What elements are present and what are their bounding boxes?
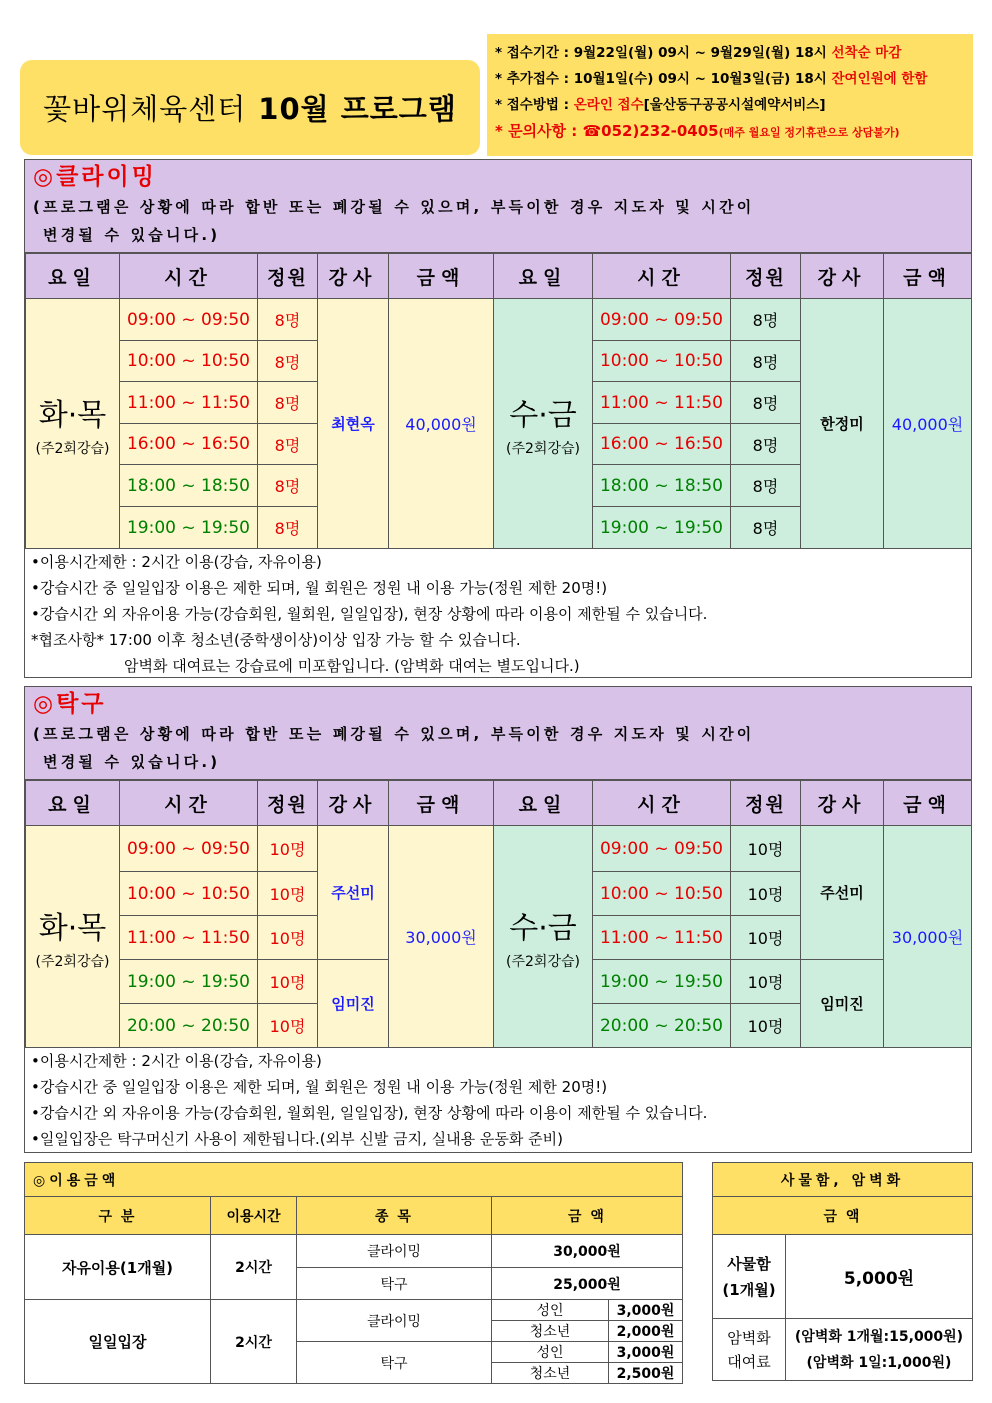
fee-table [24, 1162, 683, 1384]
time-cell: 18:00 ~ 18:50 [593, 465, 731, 507]
time-cell: 09:00 ~ 09:50 [120, 826, 258, 872]
day-label: 수·금 [509, 910, 577, 946]
col-header: 시간 [593, 254, 731, 299]
capacity-cell: 10명 [258, 826, 318, 872]
locker-col-header: 금 액 [713, 1197, 973, 1235]
climbing-notes [25, 549, 971, 679]
notice-method-site: [울산동구공공시설예약서비스] [643, 97, 826, 113]
capacity-cell: 8명 [731, 465, 801, 507]
capacity-cell: 8명 [731, 382, 801, 424]
day-sub: (주2회강습) [506, 953, 580, 970]
fee-price: 30,000원 [492, 1235, 683, 1268]
notice-box [487, 34, 973, 156]
time-cell: 20:00 ~ 20:50 [120, 1004, 258, 1048]
time-cell: 10:00 ~ 10:50 [593, 341, 731, 382]
teacher-cell: 주선미 [318, 826, 389, 960]
day-sub: (주2회강습) [35, 953, 110, 970]
teacher-cell: 임미진 [801, 960, 884, 1048]
fee-price: 2,000원 [609, 1321, 683, 1342]
locker-title: 사물함, 암벽화 [713, 1163, 973, 1197]
locker-label-line: 사물함 [727, 1254, 771, 1273]
fee-price: 2,500원 [609, 1363, 683, 1384]
time-cell: 10:00 ~ 10:50 [120, 872, 258, 916]
program-title: 10월 프로그램 [258, 92, 457, 126]
col-header: 요일 [26, 254, 120, 299]
time-cell: 11:00 ~ 11:50 [120, 382, 258, 424]
fee-category: 자유이용(1개월) [25, 1235, 211, 1300]
capacity-cell: 8명 [731, 341, 801, 382]
col-header: 금액 [884, 254, 972, 299]
day-cell [494, 826, 593, 1048]
col-header: 금액 [389, 781, 494, 826]
fee-col-header: 구 분 [25, 1197, 211, 1235]
note-line: •강습시간 외 자유이용 가능(강습회원, 월회원, 일일입장), 현장 상황에 따라 이용이 제한될 수 있습니다. [31, 605, 708, 623]
fee-price: 25,000원 [492, 1268, 683, 1300]
col-header: 금액 [884, 781, 972, 826]
col-header: 정원 [258, 781, 318, 826]
teacher-cell: 한정미 [801, 299, 884, 549]
col-header: 금액 [389, 254, 494, 299]
fee-section [24, 1162, 682, 1384]
fee-item: 탁구 [297, 1342, 492, 1384]
price-cell: 40,000원 [884, 299, 972, 549]
time-cell: 16:00 ~ 16:50 [120, 424, 258, 465]
time-cell: 09:00 ~ 09:50 [120, 299, 258, 341]
fee-item: 클라이밍 [297, 1235, 492, 1268]
time-cell: 19:00 ~ 19:50 [120, 960, 258, 1004]
capacity-cell: 10명 [731, 872, 801, 916]
capacity-cell: 10명 [731, 960, 801, 1004]
fee-title: ◎이용금액 [25, 1163, 683, 1197]
fee-item: 클라이밍 [297, 1300, 492, 1342]
col-header: 정원 [731, 781, 801, 826]
price-cell: 30,000원 [389, 826, 494, 1048]
fee-time: 2시간 [211, 1300, 297, 1384]
time-cell: 10:00 ~ 10:50 [593, 872, 731, 916]
tabletennis-table [25, 780, 972, 1048]
col-header: 강사 [318, 781, 389, 826]
locker-label [713, 1235, 786, 1319]
fee-col-header: 이용시간 [211, 1197, 297, 1235]
day-label: 화·목 [38, 397, 107, 433]
shoes-price-line: (암벽화 1일:1,000원) [806, 1354, 952, 1371]
day-cell [26, 299, 120, 549]
time-cell: 20:00 ~ 20:50 [593, 1004, 731, 1048]
day-cell [26, 826, 120, 1048]
price-cell: 40,000원 [389, 299, 494, 549]
fee-col-header: 금 액 [492, 1197, 683, 1235]
page-title [20, 60, 480, 155]
note-line: •이용시간제한 : 2시간 이용(강습, 자유이용) [31, 1052, 322, 1070]
capacity-cell: 8명 [258, 341, 318, 382]
tabletennis-section [24, 686, 972, 1153]
climbing-header [25, 160, 971, 253]
day-cell [494, 299, 593, 549]
col-header: 시간 [120, 781, 258, 826]
locker-table [712, 1162, 973, 1381]
capacity-cell: 8명 [258, 299, 318, 341]
capacity-cell: 8명 [258, 507, 318, 549]
fee-age: 성인 [492, 1342, 609, 1363]
notice-contact: * 문의사항 : ☎052)232-0405 [495, 122, 719, 140]
capacity-cell: 10명 [731, 1004, 801, 1048]
notice-method-online: 온라인 접수 [573, 97, 644, 113]
capacity-cell: 10명 [258, 1004, 318, 1048]
col-header: 요일 [494, 781, 593, 826]
time-cell: 10:00 ~ 10:50 [120, 341, 258, 382]
climbing-header-row [26, 254, 972, 299]
day-sub: (주2회강습) [35, 440, 110, 457]
fee-age: 성인 [492, 1300, 609, 1321]
table-row [26, 826, 972, 872]
shoes-label-line: 대여료 [727, 1352, 771, 1371]
col-header: 요일 [26, 781, 120, 826]
note-line: •일일입장은 탁구머신기 사용이 제한됩니다.(외부 신발 금지, 실내용 운동화 준비) [31, 1130, 563, 1148]
price-cell: 30,000원 [884, 826, 972, 1048]
note-line: •이용시간제한 : 2시간 이용(강습, 자유이용) [31, 553, 322, 571]
day-sub: (주2회강습) [506, 440, 580, 457]
col-header: 정원 [731, 254, 801, 299]
capacity-cell: 8명 [258, 465, 318, 507]
capacity-cell: 8명 [731, 424, 801, 465]
climbing-table [25, 253, 972, 549]
climbing-note-2: 변경될 수 있습니다.) [43, 226, 221, 244]
tabletennis-note-2: 변경될 수 있습니다.) [43, 753, 221, 771]
climbing-section [24, 159, 972, 678]
tabletennis-header-row [26, 781, 972, 826]
fee-item: 탁구 [297, 1268, 492, 1300]
time-cell: 11:00 ~ 11:50 [593, 916, 731, 960]
fee-time: 2시간 [211, 1235, 297, 1300]
locker-section [712, 1162, 972, 1381]
capacity-cell: 10명 [258, 916, 318, 960]
time-cell: 09:00 ~ 09:50 [593, 299, 731, 341]
locker-price: 5,000원 [786, 1235, 973, 1319]
notice-contact-note: (매주 월요일 정기휴관으로 상담불가) [718, 126, 900, 139]
note-line: •강습시간 중 일일입장 이용은 제한 되며, 월 회원은 정원 내 이용 가능(정원 제한 20명!) [31, 1078, 608, 1096]
table-row [26, 299, 972, 341]
note-line: •강습시간 중 일일입장 이용은 제한 되며, 월 회원은 정원 내 이용 가능(정원 제한 20명!) [31, 579, 608, 597]
time-cell: 19:00 ~ 19:50 [120, 507, 258, 549]
fee-age: 청소년 [492, 1321, 609, 1342]
teacher-cell: 임미진 [318, 960, 389, 1048]
fee-col-header: 종 목 [297, 1197, 492, 1235]
locker-label-line: (1개월) [722, 1280, 776, 1299]
shoes-label-line: 암벽화 [727, 1328, 771, 1347]
notice-line-1 [495, 40, 965, 66]
notice-method: * 접수방법 : [495, 97, 570, 113]
note-line: 암벽화 대여료는 강습료에 미포함입니다. (암벽화 대여는 별도입니다.) [124, 657, 580, 675]
tabletennis-header [25, 687, 971, 780]
notice-extra: * 추가접수 : 10월1일(수) 09시 ~ 10월3일(금) 18시 [495, 71, 827, 87]
tabletennis-title: ◎탁구 [33, 691, 107, 717]
col-header: 정원 [258, 254, 318, 299]
notice-period: * 접수기간 : 9월22일(월) 09시 ~ 9월29일(월) 18시 [495, 45, 827, 61]
note-line: *협조사항* 17:00 이후 청소년(중학생이상)이상 입장 가능 할 수 있습니다. [31, 631, 521, 649]
teacher-cell: 주선미 [801, 826, 884, 960]
shoes-price [786, 1319, 973, 1381]
notice-period-note: 선착순 마감 [831, 45, 902, 61]
day-label: 수·금 [509, 397, 577, 433]
time-cell: 16:00 ~ 16:50 [593, 424, 731, 465]
col-header: 시간 [593, 781, 731, 826]
col-header: 강사 [801, 254, 884, 299]
day-label: 화·목 [38, 910, 107, 946]
time-cell: 11:00 ~ 11:50 [593, 382, 731, 424]
time-cell: 19:00 ~ 19:50 [593, 507, 731, 549]
shoes-label [713, 1319, 786, 1381]
capacity-cell: 10명 [731, 916, 801, 960]
shoes-price-line: (암벽화 1개월:15,000원) [794, 1328, 964, 1345]
fee-age: 청소년 [492, 1363, 609, 1384]
col-header: 강사 [801, 781, 884, 826]
center-name: 꽃바위체육센터 [43, 92, 247, 126]
climbing-title: ◎클라이밍 [33, 164, 157, 190]
capacity-cell: 8명 [258, 424, 318, 465]
fee-price: 3,000원 [609, 1342, 683, 1363]
col-header: 요일 [494, 254, 593, 299]
fee-price: 3,000원 [609, 1300, 683, 1321]
notice-extra-note: 잔여인원에 한함 [831, 71, 928, 87]
time-cell: 09:00 ~ 09:50 [593, 826, 731, 872]
capacity-cell: 10명 [731, 826, 801, 872]
fee-category: 일일입장 [25, 1300, 211, 1384]
notice-line-3 [495, 92, 965, 118]
capacity-cell: 10명 [258, 872, 318, 916]
notice-line-2 [495, 66, 965, 92]
time-cell: 11:00 ~ 11:50 [120, 916, 258, 960]
col-header: 시간 [120, 254, 258, 299]
tabletennis-note-1: (프로그램은 상황에 따라 합반 또는 폐강될 수 있으며, 부득이한 경우 지도자 및 시간이 [33, 725, 755, 743]
time-cell: 19:00 ~ 19:50 [593, 960, 731, 1004]
capacity-cell: 8명 [731, 299, 801, 341]
teacher-cell: 최현옥 [318, 299, 389, 549]
tabletennis-notes [25, 1048, 971, 1152]
col-header: 강사 [318, 254, 389, 299]
climbing-note-1: (프로그램은 상황에 따라 합반 또는 폐강될 수 있으며, 부득이한 경우 지도자 및 시간이 [33, 198, 755, 216]
capacity-cell: 10명 [258, 960, 318, 1004]
time-cell: 18:00 ~ 18:50 [120, 465, 258, 507]
notice-line-4 [495, 118, 965, 146]
capacity-cell: 8명 [731, 507, 801, 549]
capacity-cell: 8명 [258, 382, 318, 424]
note-line: •강습시간 외 자유이용 가능(강습회원, 월회원, 일일입장), 현장 상황에 따라 이용이 제한될 수 있습니다. [31, 1104, 708, 1122]
